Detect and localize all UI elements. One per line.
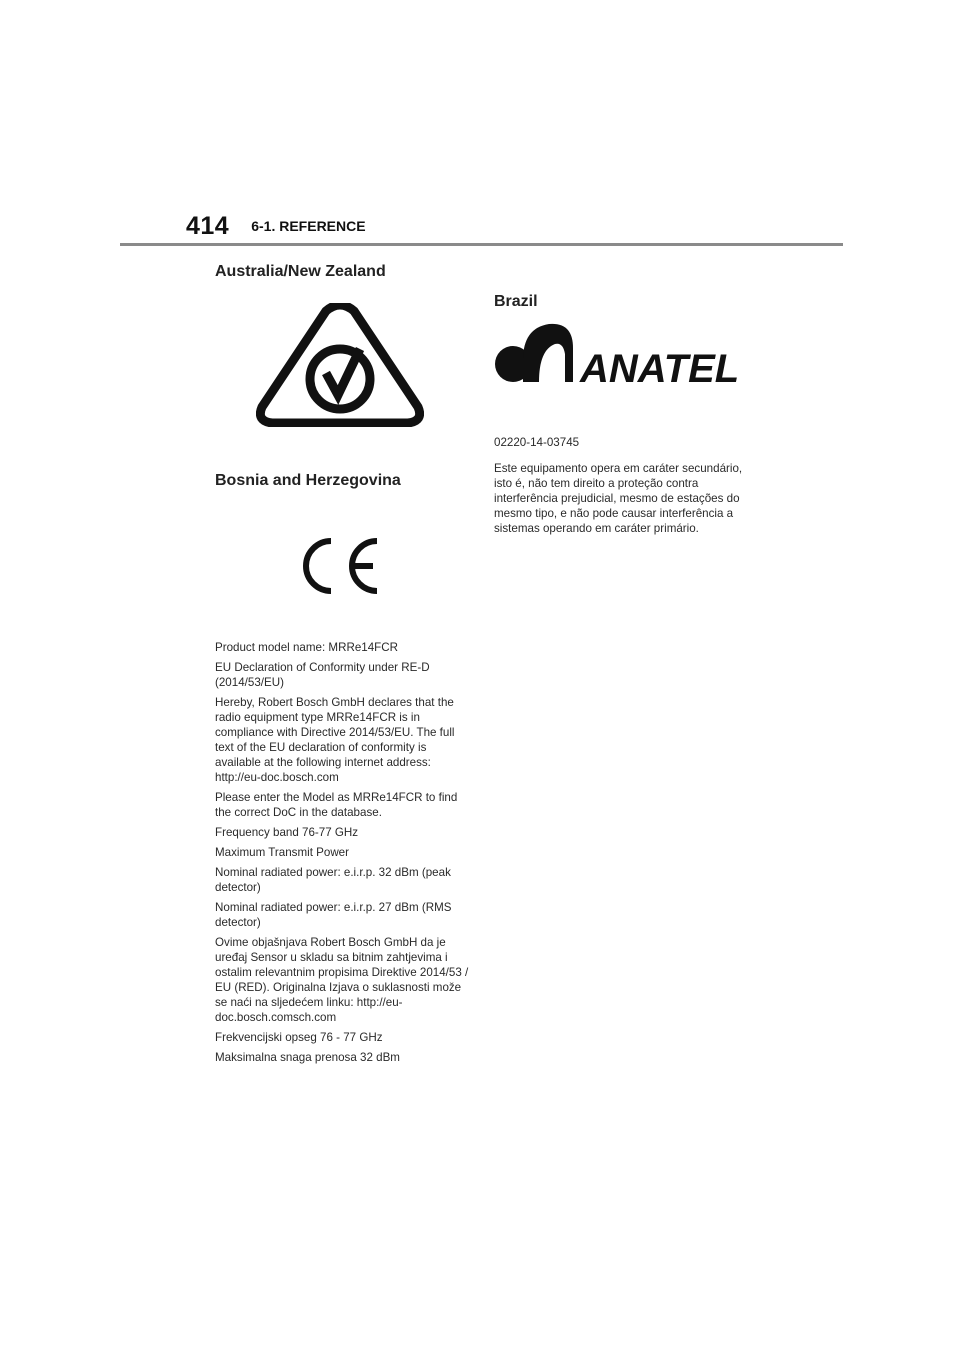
anatel-cert-number: 02220-14-03745 <box>494 436 580 449</box>
paragraph: Ovime objašnjava Robert Bosch GmbH da je uređaj Sensor u skladu sa bitnim zahtjevima i ostalim relevantnim propisima Direktive 2014/53 / EU (RED). Originalna Izjava o suklasnosti može se naći na sljedećem linku: http://eu-doc.bosch.comsch.com <box>215 936 469 1024</box>
rcm-mark-icon <box>256 303 424 427</box>
paragraph: Maksimalna snaga prenosa 32 dBm <box>215 1051 400 1064</box>
heading-bosnia-herzegovina: Bosnia and Herzegovina <box>215 472 401 489</box>
anatel-logo-text: ANATEL <box>580 347 740 386</box>
anatel-logo-icon <box>493 320 753 386</box>
paragraph: Nominal radiated power: e.i.r.p. 27 dBm (RMS detector) <box>215 901 452 929</box>
page-number: 414 <box>186 212 230 240</box>
bosnia-compliance-text <box>215 640 469 1070</box>
heading-brazil: Brazil <box>494 293 538 310</box>
paragraph: Frekvencijski opseg 76 - 77 GHz <box>215 1031 383 1044</box>
paragraph: EU Declaration of Conformity under RE-D (2014/53/EU) <box>215 661 430 689</box>
paragraph: Hereby, Robert Bosch GmbH declares that the radio equipment type MRRe14FCR is in compliance with Directive 2014/53/EU. The full text of the EU declaration of conformity is available at the following internet address: http://eu-doc.bosch.com <box>215 696 455 784</box>
page-header <box>186 212 366 241</box>
paragraph: Please enter the Model as MRRe14FCR to find the correct DoC in the database. <box>215 791 458 819</box>
heading-australia-new-zealand: Australia/New Zealand <box>215 263 386 280</box>
paragraph: Product model name: MRRe14FCR <box>215 641 398 654</box>
paragraph: Maximum Transmit Power <box>215 846 349 859</box>
paragraph: Frequency band 76-77 GHz <box>215 826 359 839</box>
header-divider <box>120 243 843 246</box>
paragraph: Nominal radiated power: e.i.r.p. 32 dBm (peak detector) <box>215 866 451 894</box>
ce-mark-icon <box>295 535 385 597</box>
anatel-notice: Este equipamento opera em caráter secundário, isto é, não tem direito a proteção contra interferência prejudicial, mesmo de estações do mesmo tipo, e não pode causar interferência a sistemas operando em caráter primário. <box>494 462 743 535</box>
section-title: 6-1. REFERENCE <box>251 218 366 234</box>
right-column-text <box>494 435 756 541</box>
